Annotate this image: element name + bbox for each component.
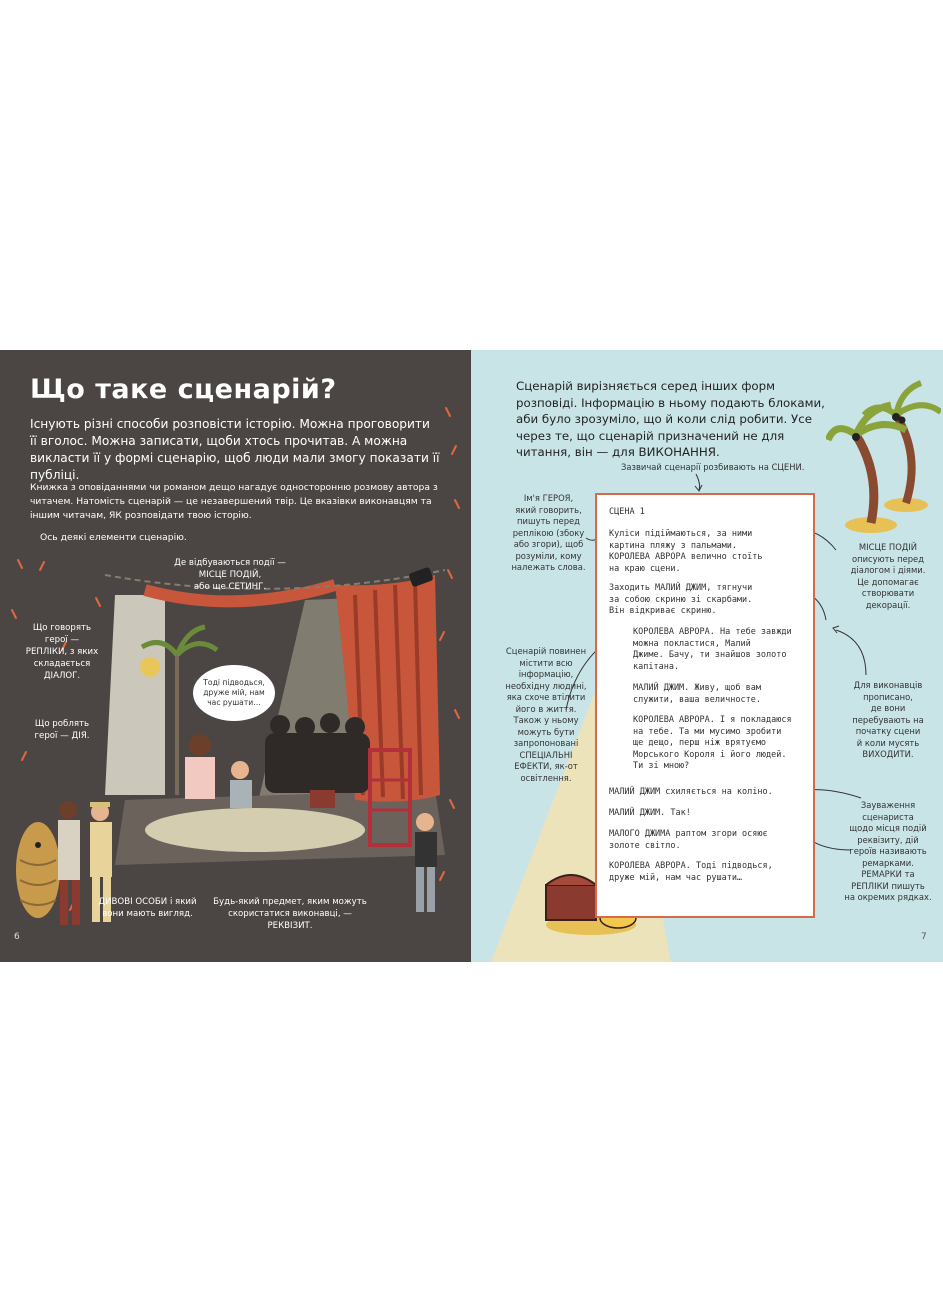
- script-scene-heading: СЦЕНА 1: [609, 507, 645, 517]
- note-place-line: описують перед: [851, 553, 925, 564]
- note-hero-line: який говорить,: [515, 504, 582, 515]
- script-line: за собою скриню зі скарбами.: [609, 594, 753, 605]
- note-place-line: створювати: [861, 588, 915, 598]
- note-props-line: Будь-який предмет, яким можуть: [213, 897, 367, 907]
- note-characters: [90, 896, 205, 920]
- note-exit-line: ВИХОДИТИ.: [862, 749, 914, 759]
- page-number-left: 6: [14, 932, 20, 942]
- note-remarks-line: реквізиту, дій: [857, 834, 919, 845]
- note-dialog-line: герої —: [44, 635, 80, 645]
- note-action-line: Що роблять: [34, 719, 90, 729]
- note-remarks-line: ремарками.: [862, 857, 914, 868]
- page-number-right: 7: [921, 932, 927, 942]
- note-action: [22, 718, 102, 742]
- note-props-line: скористатися виконавці, —: [228, 909, 352, 919]
- note-info-line: освітлення.: [520, 772, 572, 783]
- note-hero-line: реплікою (збоку: [512, 527, 585, 538]
- script-line: КОРОЛЕВА АВРОРА. Тоді підводься,: [609, 861, 773, 871]
- script-line: можна покластися, Малий: [633, 638, 751, 649]
- script-line: на тебе. Та ми мусимо зробити: [633, 726, 782, 737]
- script-line: МАЛИЙ ДЖИМ. Живу, щоб вам: [633, 683, 761, 693]
- note-info-line: Сценарій повинен: [505, 646, 587, 656]
- script-line: МАЛИЙ ДЖИМ. Так!: [609, 808, 691, 818]
- script-line: Він відкриває скриню.: [609, 606, 717, 616]
- note-info-line: необхідну людині,: [505, 680, 587, 691]
- note-place-line: діалогом і діями.: [850, 565, 926, 575]
- note-info-line: запропоновані: [513, 738, 579, 748]
- note-remarks-line: героїв називають: [849, 846, 927, 856]
- script-line: Ти зі мною?: [633, 761, 690, 771]
- intro-paragraph: Існують різні способи розповісти історію. Можна проговорити її вголос. Можна записати, щоби хтось прочитав. А можна викласти її у формі сценарію, щоб люди мали змогу показати її публіці.: [30, 417, 440, 482]
- note-info-line: Також у ньому: [513, 715, 579, 725]
- note-remarks-line: РЕПЛІКИ пишуть: [851, 880, 925, 891]
- note-dialog: [22, 622, 102, 682]
- note-props-line: РЕКВІЗИТ.: [267, 921, 313, 931]
- note-info-line: СПЕЦІАЛЬНІ: [519, 749, 573, 760]
- note-info-line: інформацію,: [518, 669, 574, 679]
- note-place-line: МІСЦЕ ПОДІЙ: [858, 542, 918, 552]
- note-setting: [170, 557, 290, 593]
- note-remarks-line: Зауваження: [860, 800, 916, 810]
- speech-bubble: [193, 665, 275, 721]
- note-remarks-line: щодо місця подій: [849, 823, 927, 833]
- note-setting-line: або ще СЕТИНГ.: [193, 582, 267, 592]
- note-dialog-line: складається: [33, 659, 91, 669]
- script-line: Морського Короля і його людей.: [633, 749, 787, 760]
- script-line: КОРОЛЕВА АВРОРА. На тебе завжди: [633, 627, 792, 637]
- theater-stage-illustration: [105, 555, 445, 885]
- note-place-line: Це допомагає: [857, 576, 919, 587]
- script-line: Джиме. Бачу, ти знайшов золото: [633, 650, 787, 660]
- script-line: МАЛИЙ ДЖИМ схиляється на коліно.: [609, 787, 773, 797]
- script-line: МАЛОГО ДЖИМА раптом згори осяює: [609, 829, 768, 839]
- note-hero-line: пишуть перед: [517, 516, 580, 526]
- script-line: капітана.: [633, 661, 680, 672]
- note-info-line: яка схоче втілити: [506, 692, 586, 702]
- note-hero-line: Ім'я ГЕРОЯ,: [523, 493, 574, 503]
- note-exit-line: початку сцени: [855, 726, 921, 736]
- note-info-line: ЕФЕКТИ, як-от: [514, 761, 578, 771]
- script-line: картина пляжу з пальмами.: [609, 540, 737, 551]
- note-exit-line: Для виконавців: [853, 680, 923, 690]
- note-characters-line: ДИВОВІ ОСОБИ і який: [98, 897, 197, 907]
- note-info-line: можуть бути: [517, 726, 575, 737]
- note-characters-line: вони мають вигляд.: [102, 909, 193, 919]
- script-line: КОРОЛЕВА АВРОРА велично стоїть: [609, 552, 763, 562]
- scene-note: Зазвичай сценарії розбивають на СЦЕНИ.: [621, 462, 805, 472]
- note-setting-line: МІСЦЕ ПОДІЙ,: [198, 570, 262, 580]
- book-spread: [0, 350, 943, 962]
- script-line: друже мій, нам час рушати…: [609, 872, 743, 883]
- speech-bubble-text: Тоді підводься, друже мій, нам час рушати…: [203, 678, 265, 707]
- note-hero-line: або згори), щоб: [513, 539, 584, 549]
- note-remarks-line: на окремих рядках.: [844, 892, 932, 902]
- note-exit-line: перебувають на: [852, 714, 924, 725]
- script-line: на краю сцени.: [609, 563, 681, 574]
- note-info-line: містити всю: [519, 657, 573, 668]
- script-line: ще дещо, перш ніж врятуємо: [633, 738, 767, 748]
- page-title: Що таке сценарій?: [30, 374, 337, 405]
- note-remarks-line: РЕМАРКИ та: [861, 869, 915, 879]
- elements-lead: Ось деякі елементи сценарію.: [40, 532, 187, 543]
- girl-character-icon: [405, 810, 445, 920]
- note-dialog-line: РЕПЛІКИ, з яких: [25, 647, 99, 657]
- script-line: Куліси підіймаються, за ними: [609, 529, 753, 539]
- intro-secondary-paragraph: Книжка з оповіданнями чи романом дещо нагадує односторонню розмову автора з читачем. Натомість сценарій — це незавершений твір. Це вказівки виконавцям та іншим читачам, ЯК розповідати твою історію.: [30, 482, 438, 521]
- note-info-line: його в життя.: [515, 703, 577, 714]
- left-page: [0, 350, 471, 962]
- note-remarks-line: сценариста: [862, 811, 914, 822]
- right-intro-paragraph: Сценарій вирізняється серед інших форм розповіді. Інформацію в ньому подають блоками, аби було зрозуміло, що й коли слід робити. Усе через те, що сценарій призначений не для читання, він — для ВИКОНАННЯ.: [516, 379, 825, 459]
- script-line: КОРОЛЕВА АВРОРА. І я покладаюся: [633, 715, 792, 725]
- script-sheet: [595, 493, 815, 918]
- note-props: [210, 896, 370, 932]
- note-dialog-line: Що говорять: [32, 623, 92, 633]
- note-exit-line: де вони: [870, 703, 906, 713]
- note-dialog-line: ДІАЛОГ.: [43, 671, 81, 681]
- note-place-line: декорації.: [865, 599, 911, 610]
- note-exit-line: й коли мусять: [856, 737, 920, 748]
- script-line: служити, ваша величносте.: [633, 694, 761, 705]
- script-line: Заходить МАЛИЙ ДЖИМ, тягнучи: [609, 583, 753, 593]
- right-page: [471, 350, 943, 962]
- note-hero-line: належать слова.: [511, 562, 586, 572]
- script-line: золоте світло.: [609, 840, 681, 851]
- note-action-line: герої — ДІЯ.: [34, 731, 90, 741]
- note-setting-line: Де відбуваються події —: [174, 558, 286, 568]
- note-exit-line: прописано,: [863, 691, 913, 702]
- note-hero-line: розуміли, кому: [515, 550, 582, 561]
